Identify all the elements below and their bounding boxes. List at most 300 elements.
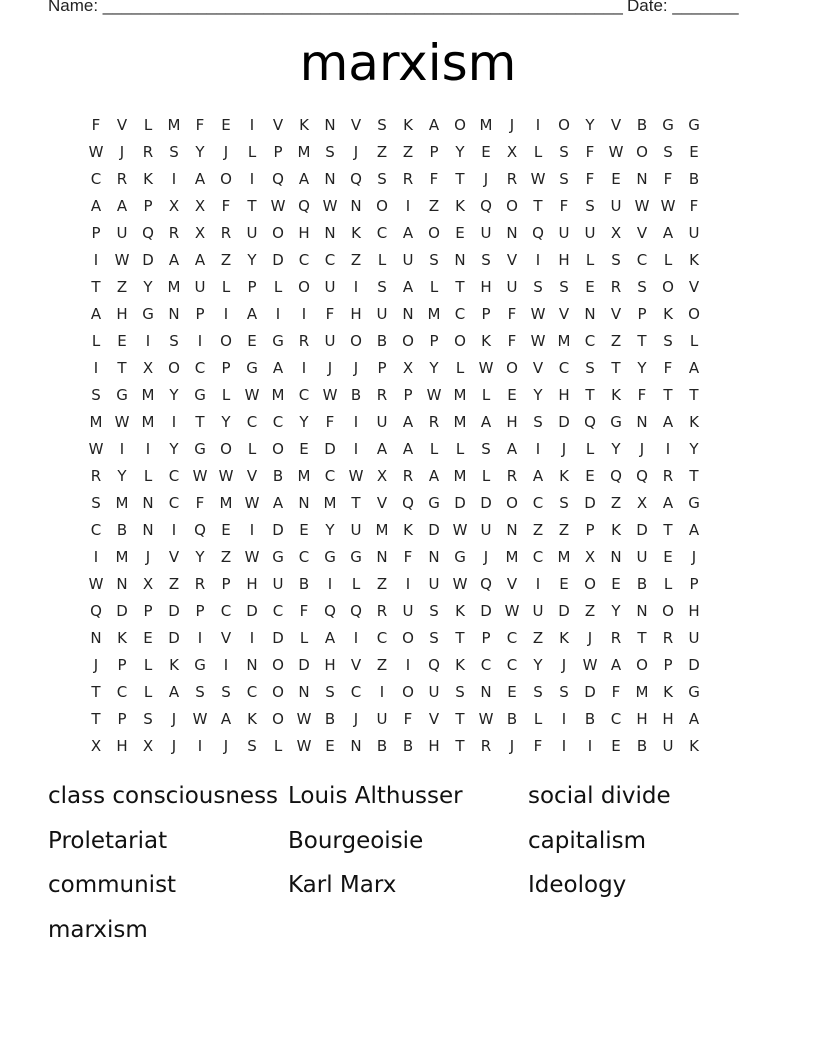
grid-letter[interactable]: I: [223, 304, 229, 323]
grid-letter[interactable]: U: [428, 574, 440, 593]
grid-letter[interactable]: V: [558, 304, 570, 323]
grid-letter[interactable]: D: [454, 493, 466, 512]
grid-letter[interactable]: I: [93, 250, 99, 269]
grid-letter[interactable]: O: [506, 493, 518, 512]
grid-letter[interactable]: T: [247, 196, 257, 215]
grid-letter[interactable]: U: [428, 682, 440, 701]
grid-letter[interactable]: E: [117, 331, 127, 350]
grid-letter[interactable]: O: [636, 142, 648, 161]
grid-letter[interactable]: W: [478, 358, 494, 377]
grid-letter[interactable]: V: [610, 304, 622, 323]
grid-letter[interactable]: I: [561, 736, 567, 755]
grid-letter[interactable]: A: [90, 304, 102, 323]
grid-letter[interactable]: L: [273, 736, 283, 755]
grid-letter[interactable]: N: [142, 520, 154, 539]
grid-letter[interactable]: U: [194, 277, 206, 296]
grid-letter[interactable]: U: [506, 277, 518, 296]
grid-letter[interactable]: Y: [143, 277, 153, 296]
grid-letter[interactable]: R: [220, 223, 232, 242]
grid-letter[interactable]: L: [429, 439, 439, 458]
grid-letter[interactable]: F: [507, 304, 517, 323]
grid-letter[interactable]: Z: [168, 574, 180, 593]
grid-letter[interactable]: A: [662, 412, 674, 431]
grid-letter[interactable]: P: [273, 142, 283, 161]
grid-letter[interactable]: I: [301, 304, 307, 323]
grid-letter[interactable]: U: [688, 628, 700, 647]
grid-letter[interactable]: T: [455, 736, 465, 755]
grid-letter[interactable]: C: [324, 250, 336, 269]
grid-letter[interactable]: O: [662, 601, 674, 620]
grid-letter[interactable]: K: [559, 466, 569, 485]
grid-letter[interactable]: J: [691, 547, 697, 566]
grid-letter[interactable]: W: [452, 574, 468, 593]
grid-letter[interactable]: F: [299, 601, 309, 620]
grid-letter[interactable]: L: [143, 115, 153, 134]
grid-letter[interactable]: H: [636, 709, 648, 728]
grid-letter[interactable]: E: [221, 115, 231, 134]
grid-letter[interactable]: N: [376, 547, 388, 566]
grid-letter[interactable]: I: [535, 574, 541, 593]
grid-letter[interactable]: K: [455, 601, 465, 620]
grid-letter[interactable]: M: [453, 385, 467, 404]
grid-letter[interactable]: H: [506, 412, 518, 431]
grid-letter[interactable]: P: [377, 358, 387, 377]
grid-letter[interactable]: Q: [480, 196, 492, 215]
grid-letter[interactable]: I: [379, 682, 385, 701]
grid-letter[interactable]: I: [275, 304, 281, 323]
grid-letter[interactable]: O: [454, 115, 466, 134]
grid-letter[interactable]: W: [478, 709, 494, 728]
grid-letter[interactable]: X: [506, 142, 518, 161]
grid-letter[interactable]: B: [376, 736, 388, 755]
grid-letter[interactable]: P: [221, 358, 231, 377]
grid-letter[interactable]: B: [324, 709, 336, 728]
grid-letter[interactable]: N: [324, 169, 336, 188]
grid-letter[interactable]: Y: [455, 142, 465, 161]
grid-letter[interactable]: Y: [533, 655, 543, 674]
grid-letter[interactable]: U: [350, 520, 362, 539]
grid-letter[interactable]: Z: [532, 628, 544, 647]
grid-letter[interactable]: J: [223, 736, 229, 755]
grid-letter[interactable]: T: [455, 628, 465, 647]
grid-letter[interactable]: N: [480, 682, 492, 701]
grid-letter[interactable]: W: [218, 466, 234, 485]
grid-letter[interactable]: V: [428, 709, 440, 728]
grid-letter[interactable]: W: [530, 304, 546, 323]
grid-letter[interactable]: M: [505, 547, 519, 566]
grid-letter[interactable]: R: [168, 223, 180, 242]
grid-letter[interactable]: X: [376, 466, 388, 485]
grid-letter[interactable]: J: [587, 628, 593, 647]
grid-letter[interactable]: J: [561, 655, 567, 674]
grid-letter[interactable]: N: [324, 223, 336, 242]
grid-letter[interactable]: H: [298, 223, 310, 242]
grid-letter[interactable]: V: [376, 493, 388, 512]
grid-letter[interactable]: J: [509, 736, 515, 755]
grid-letter[interactable]: V: [688, 277, 700, 296]
grid-letter[interactable]: L: [455, 358, 465, 377]
grid-letter[interactable]: O: [168, 358, 180, 377]
grid-letter[interactable]: Q: [610, 466, 622, 485]
grid-letter[interactable]: Q: [532, 223, 544, 242]
grid-letter[interactable]: P: [481, 304, 491, 323]
grid-letter[interactable]: S: [325, 142, 335, 161]
grid-letter[interactable]: N: [350, 196, 362, 215]
grid-letter[interactable]: M: [297, 142, 311, 161]
grid-letter[interactable]: C: [532, 547, 544, 566]
grid-letter[interactable]: L: [351, 574, 361, 593]
grid-letter[interactable]: V: [272, 115, 284, 134]
grid-letter[interactable]: Z: [376, 655, 388, 674]
grid-letter[interactable]: W: [348, 466, 364, 485]
grid-letter[interactable]: G: [428, 493, 440, 512]
grid-letter[interactable]: O: [402, 331, 414, 350]
grid-letter[interactable]: O: [298, 277, 310, 296]
grid-letter[interactable]: Y: [117, 466, 127, 485]
grid-letter[interactable]: S: [325, 682, 335, 701]
grid-letter[interactable]: N: [428, 547, 440, 566]
grid-letter[interactable]: C: [246, 412, 258, 431]
grid-letter[interactable]: D: [116, 601, 128, 620]
grid-letter[interactable]: D: [168, 601, 180, 620]
grid-letter[interactable]: A: [532, 466, 544, 485]
grid-letter[interactable]: Z: [350, 250, 362, 269]
grid-letter[interactable]: S: [559, 169, 569, 188]
grid-letter[interactable]: D: [324, 439, 336, 458]
grid-letter[interactable]: I: [171, 169, 177, 188]
grid-letter[interactable]: K: [611, 385, 621, 404]
grid-letter[interactable]: A: [428, 115, 440, 134]
grid-letter[interactable]: O: [428, 223, 440, 242]
grid-letter[interactable]: U: [610, 196, 622, 215]
grid-letter[interactable]: M: [297, 466, 311, 485]
grid-letter[interactable]: A: [220, 709, 232, 728]
grid-letter[interactable]: A: [402, 277, 414, 296]
grid-letter[interactable]: N: [116, 574, 128, 593]
grid-letter[interactable]: C: [272, 601, 284, 620]
grid-letter[interactable]: H: [350, 304, 362, 323]
grid-letter[interactable]: T: [351, 493, 361, 512]
grid-letter[interactable]: N: [610, 547, 622, 566]
grid-letter[interactable]: T: [637, 628, 647, 647]
grid-letter[interactable]: K: [689, 412, 699, 431]
grid-letter[interactable]: S: [481, 439, 491, 458]
grid-letter[interactable]: C: [584, 331, 596, 350]
grid-letter[interactable]: J: [223, 142, 229, 161]
name-line[interactable]: Name: _______________________________________________________: [48, 0, 623, 15]
grid-letter[interactable]: T: [91, 682, 101, 701]
grid-letter[interactable]: S: [195, 682, 205, 701]
grid-letter[interactable]: M: [167, 115, 181, 134]
grid-letter[interactable]: Y: [533, 385, 543, 404]
grid-letter[interactable]: V: [168, 547, 180, 566]
grid-letter[interactable]: C: [610, 709, 622, 728]
grid-letter[interactable]: B: [298, 574, 310, 593]
grid-letter[interactable]: D: [584, 493, 596, 512]
grid-letter[interactable]: R: [506, 466, 518, 485]
grid-letter[interactable]: C: [558, 358, 570, 377]
grid-letter[interactable]: F: [689, 196, 699, 215]
grid-letter[interactable]: Q: [350, 169, 362, 188]
grid-letter[interactable]: P: [637, 304, 647, 323]
grid-letter[interactable]: I: [561, 709, 567, 728]
grid-letter[interactable]: L: [481, 466, 491, 485]
grid-letter[interactable]: Z: [610, 493, 622, 512]
grid-letter[interactable]: A: [246, 304, 258, 323]
grid-letter[interactable]: Y: [195, 142, 205, 161]
grid-letter[interactable]: F: [663, 358, 673, 377]
grid-letter[interactable]: P: [585, 520, 595, 539]
grid-letter[interactable]: I: [353, 412, 359, 431]
grid-letter[interactable]: L: [143, 682, 153, 701]
grid-letter[interactable]: F: [91, 115, 101, 134]
grid-letter[interactable]: A: [194, 169, 206, 188]
grid-letter[interactable]: V: [610, 115, 622, 134]
grid-letter[interactable]: G: [194, 385, 206, 404]
grid-letter[interactable]: L: [247, 439, 257, 458]
grid-letter[interactable]: H: [480, 277, 492, 296]
grid-letter[interactable]: G: [688, 493, 700, 512]
grid-letter[interactable]: I: [249, 628, 255, 647]
grid-letter[interactable]: I: [535, 250, 541, 269]
grid-letter[interactable]: C: [350, 682, 362, 701]
grid-letter[interactable]: Y: [637, 358, 647, 377]
grid-letter[interactable]: S: [429, 628, 439, 647]
grid-letter[interactable]: D: [246, 601, 258, 620]
grid-letter[interactable]: E: [585, 466, 595, 485]
grid-letter[interactable]: D: [272, 628, 284, 647]
grid-letter[interactable]: R: [506, 169, 518, 188]
grid-letter[interactable]: A: [272, 358, 284, 377]
grid-letter[interactable]: Z: [220, 250, 232, 269]
grid-letter[interactable]: U: [272, 574, 284, 593]
grid-letter[interactable]: Q: [272, 169, 284, 188]
grid-letter[interactable]: Q: [428, 655, 440, 674]
grid-letter[interactable]: T: [611, 358, 621, 377]
grid-letter[interactable]: L: [91, 331, 101, 350]
grid-letter[interactable]: I: [535, 115, 541, 134]
grid-letter[interactable]: W: [192, 709, 208, 728]
grid-letter[interactable]: J: [483, 169, 489, 188]
grid-letter[interactable]: S: [585, 358, 595, 377]
grid-letter[interactable]: F: [611, 682, 621, 701]
grid-letter[interactable]: T: [455, 277, 465, 296]
grid-letter[interactable]: Z: [558, 520, 570, 539]
grid-letter[interactable]: C: [194, 358, 206, 377]
grid-letter[interactable]: Z: [532, 520, 544, 539]
grid-letter[interactable]: H: [558, 385, 570, 404]
grid-letter[interactable]: K: [481, 331, 491, 350]
grid-letter[interactable]: J: [327, 358, 333, 377]
grid-letter[interactable]: E: [455, 223, 465, 242]
grid-letter[interactable]: Y: [221, 412, 231, 431]
grid-letter[interactable]: S: [533, 412, 543, 431]
grid-letter[interactable]: U: [246, 223, 258, 242]
grid-letter[interactable]: K: [169, 655, 179, 674]
grid-letter[interactable]: N: [636, 169, 648, 188]
grid-letter[interactable]: W: [608, 142, 624, 161]
grid-letter[interactable]: I: [171, 520, 177, 539]
grid-letter[interactable]: A: [272, 493, 284, 512]
grid-letter[interactable]: D: [558, 412, 570, 431]
grid-letter[interactable]: W: [244, 493, 260, 512]
grid-letter[interactable]: P: [429, 142, 439, 161]
grid-letter[interactable]: C: [376, 628, 388, 647]
grid-letter[interactable]: C: [454, 304, 466, 323]
grid-letter[interactable]: P: [663, 655, 673, 674]
grid-letter[interactable]: Z: [402, 142, 414, 161]
grid-letter[interactable]: X: [90, 736, 102, 755]
grid-letter[interactable]: O: [584, 574, 596, 593]
grid-letter[interactable]: W: [426, 385, 442, 404]
grid-letter[interactable]: A: [116, 196, 128, 215]
grid-letter[interactable]: F: [637, 385, 647, 404]
grid-letter[interactable]: P: [403, 385, 413, 404]
grid-letter[interactable]: B: [350, 385, 362, 404]
grid-letter[interactable]: W: [114, 412, 130, 431]
grid-letter[interactable]: V: [246, 466, 258, 485]
grid-letter[interactable]: A: [402, 412, 414, 431]
grid-letter[interactable]: T: [455, 169, 465, 188]
grid-letter[interactable]: L: [221, 277, 231, 296]
grid-letter[interactable]: D: [480, 493, 492, 512]
grid-letter[interactable]: U: [402, 601, 414, 620]
grid-letter[interactable]: C: [298, 250, 310, 269]
grid-letter[interactable]: Z: [220, 547, 232, 566]
grid-letter[interactable]: S: [143, 709, 153, 728]
grid-letter[interactable]: L: [481, 385, 491, 404]
grid-letter[interactable]: E: [325, 736, 335, 755]
grid-letter[interactable]: R: [610, 277, 622, 296]
grid-letter[interactable]: K: [403, 115, 413, 134]
grid-letter[interactable]: G: [662, 115, 674, 134]
grid-letter[interactable]: N: [90, 628, 102, 647]
grid-letter[interactable]: S: [455, 682, 465, 701]
grid-letter[interactable]: M: [453, 466, 467, 485]
grid-letter[interactable]: B: [506, 709, 518, 728]
grid-letter[interactable]: M: [479, 115, 493, 134]
grid-letter[interactable]: G: [246, 358, 258, 377]
grid-letter[interactable]: J: [353, 358, 359, 377]
grid-letter[interactable]: N: [402, 304, 414, 323]
grid-letter[interactable]: T: [195, 412, 205, 431]
grid-letter[interactable]: U: [636, 547, 648, 566]
grid-letter[interactable]: O: [220, 439, 232, 458]
grid-letter[interactable]: J: [171, 736, 177, 755]
grid-letter[interactable]: R: [480, 736, 492, 755]
grid-letter[interactable]: C: [90, 520, 102, 539]
grid-letter[interactable]: W: [452, 520, 468, 539]
grid-letter[interactable]: W: [582, 655, 598, 674]
grid-letter[interactable]: V: [350, 115, 362, 134]
grid-letter[interactable]: U: [688, 223, 700, 242]
grid-letter[interactable]: S: [91, 493, 101, 512]
grid-letter[interactable]: C: [220, 601, 232, 620]
grid-letter[interactable]: X: [194, 223, 206, 242]
grid-letter[interactable]: I: [223, 655, 229, 674]
grid-letter[interactable]: J: [483, 547, 489, 566]
grid-letter[interactable]: N: [350, 736, 362, 755]
grid-letter[interactable]: S: [169, 142, 179, 161]
grid-letter[interactable]: F: [195, 115, 205, 134]
grid-letter[interactable]: Q: [142, 223, 154, 242]
grid-letter[interactable]: M: [115, 547, 129, 566]
grid-letter[interactable]: X: [610, 223, 622, 242]
grid-letter[interactable]: K: [559, 628, 569, 647]
grid-letter[interactable]: G: [116, 385, 128, 404]
grid-letter[interactable]: M: [427, 304, 441, 323]
grid-letter[interactable]: Y: [195, 547, 205, 566]
grid-letter[interactable]: C: [506, 628, 518, 647]
grid-letter[interactable]: M: [635, 682, 649, 701]
grid-letter[interactable]: R: [116, 169, 128, 188]
grid-letter[interactable]: S: [611, 250, 621, 269]
grid-letter[interactable]: W: [88, 439, 104, 458]
grid-letter[interactable]: T: [91, 277, 101, 296]
grid-letter[interactable]: K: [663, 304, 673, 323]
grid-letter[interactable]: J: [93, 655, 99, 674]
grid-letter[interactable]: O: [220, 331, 232, 350]
grid-letter[interactable]: S: [585, 196, 595, 215]
grid-letter[interactable]: R: [298, 331, 310, 350]
grid-letter[interactable]: I: [197, 331, 203, 350]
grid-letter[interactable]: R: [662, 466, 674, 485]
grid-letter[interactable]: V: [506, 250, 518, 269]
grid-letter[interactable]: H: [324, 655, 336, 674]
grid-letter[interactable]: U: [558, 223, 570, 242]
grid-letter[interactable]: F: [585, 169, 595, 188]
grid-letter[interactable]: G: [194, 439, 206, 458]
grid-letter[interactable]: G: [324, 547, 336, 566]
grid-letter[interactable]: L: [247, 142, 257, 161]
grid-letter[interactable]: U: [116, 223, 128, 242]
grid-letter[interactable]: R: [194, 574, 206, 593]
grid-letter[interactable]: I: [587, 736, 593, 755]
grid-letter[interactable]: A: [506, 439, 518, 458]
grid-letter[interactable]: S: [377, 115, 387, 134]
grid-letter[interactable]: X: [142, 736, 154, 755]
grid-letter[interactable]: I: [93, 358, 99, 377]
grid-letter[interactable]: S: [559, 682, 569, 701]
grid-letter[interactable]: H: [558, 250, 570, 269]
grid-letter[interactable]: E: [221, 520, 231, 539]
grid-letter[interactable]: R: [90, 466, 102, 485]
grid-letter[interactable]: A: [662, 493, 674, 512]
grid-letter[interactable]: I: [197, 736, 203, 755]
grid-letter[interactable]: B: [584, 709, 596, 728]
grid-letter[interactable]: W: [530, 169, 546, 188]
grid-letter[interactable]: S: [533, 277, 543, 296]
grid-letter[interactable]: G: [350, 547, 362, 566]
grid-letter[interactable]: O: [272, 682, 284, 701]
grid-letter[interactable]: R: [376, 385, 388, 404]
grid-letter[interactable]: G: [688, 115, 700, 134]
grid-letter[interactable]: D: [272, 520, 284, 539]
grid-letter[interactable]: N: [584, 304, 596, 323]
grid-letter[interactable]: V: [532, 358, 544, 377]
grid-letter[interactable]: I: [197, 628, 203, 647]
grid-letter[interactable]: M: [557, 331, 571, 350]
grid-letter[interactable]: S: [91, 385, 101, 404]
grid-letter[interactable]: H: [688, 601, 700, 620]
grid-letter[interactable]: J: [353, 709, 359, 728]
grid-letter[interactable]: Z: [116, 277, 128, 296]
grid-letter[interactable]: F: [195, 493, 205, 512]
grid-letter[interactable]: P: [221, 574, 231, 593]
grid-letter[interactable]: L: [689, 331, 699, 350]
grid-letter[interactable]: I: [405, 574, 411, 593]
grid-letter[interactable]: G: [272, 547, 284, 566]
